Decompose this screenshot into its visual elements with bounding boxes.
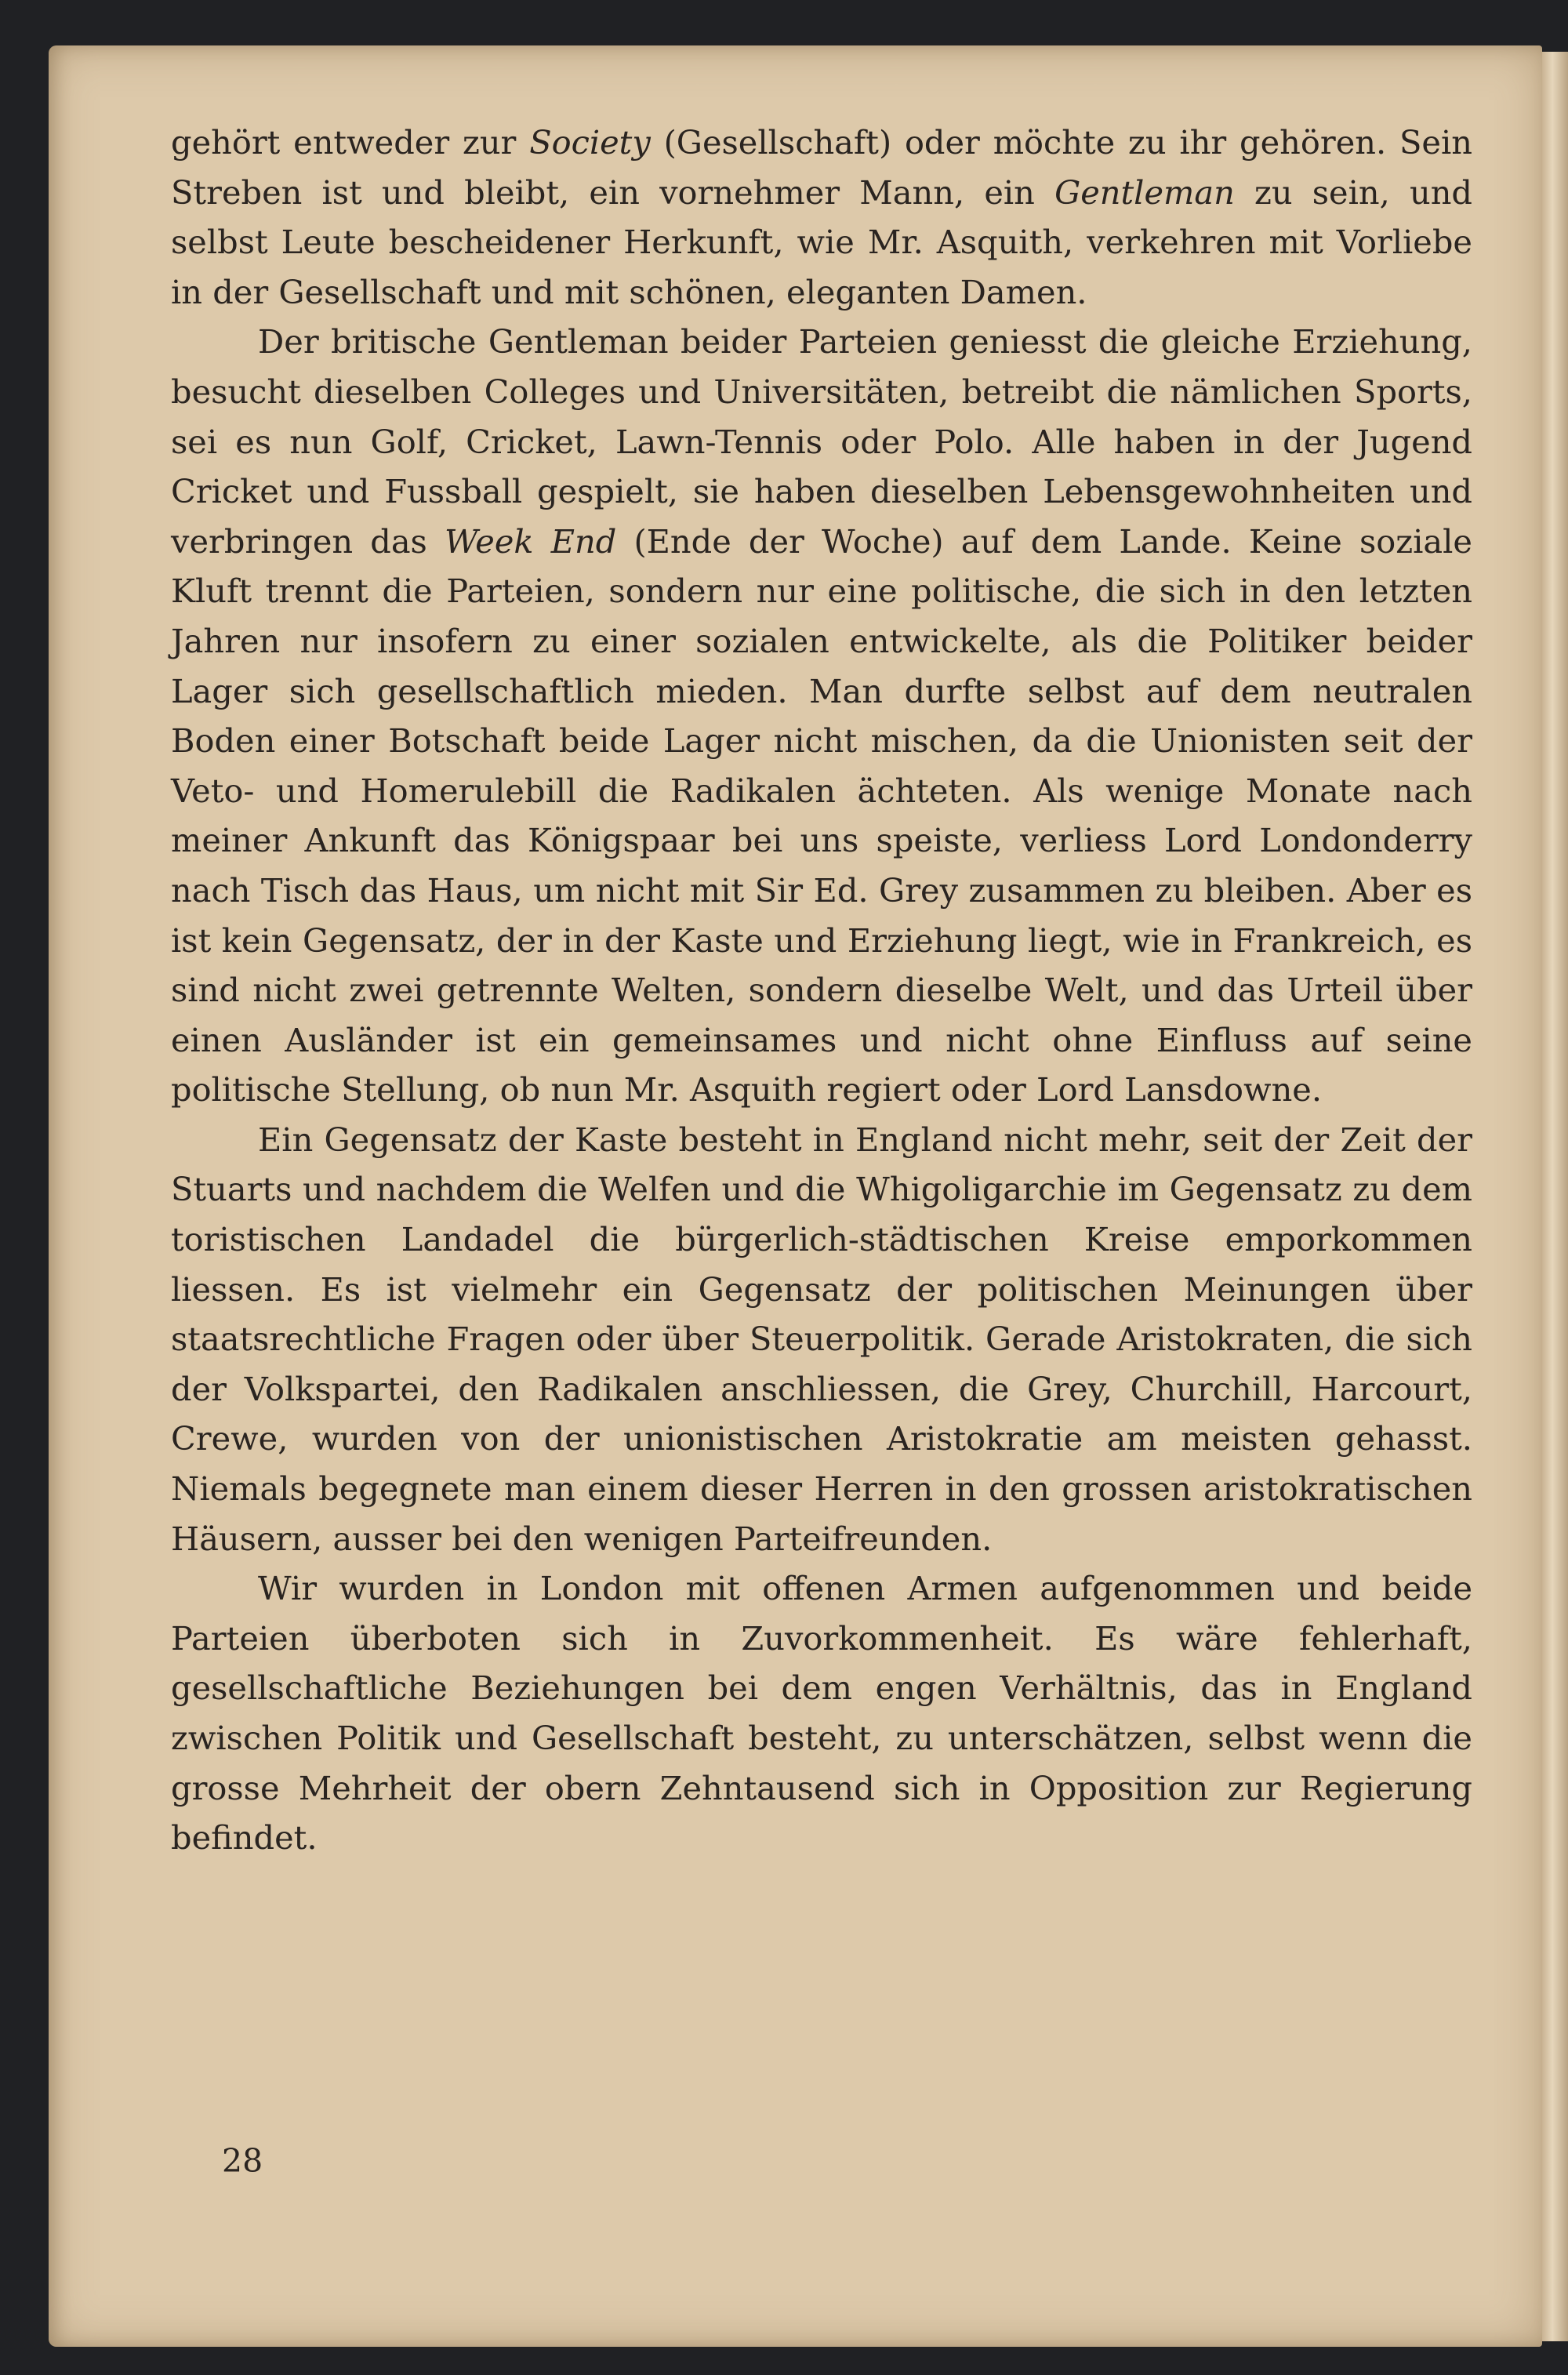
- paragraph-2: [171, 317, 1472, 1115]
- text-segment: zu sein, und selbst Leute bescheidener Herkunft, wie Mr. Asquith, verkehren mit Vorliebe in der Gesellschaft und mit schönen, eleganten Damen.: [171, 172, 1472, 311]
- paragraph-1: [171, 118, 1472, 317]
- page-number: 28: [222, 2142, 263, 2180]
- text-segment: Der britische Gentleman beider Parteien geniesst die gleiche Erziehung, besucht dieselben Colleges und Universitäten, betreibt die nämlichen Sports, sei es nun Golf, Cricket, Lawn-Tennis oder Polo. Alle haben in der Jugend Cricket und Fussball gespielt, sie haben dieselben Lebensgewohnheiten und verbringen das: [171, 322, 1472, 561]
- text-segment-italic: Week End: [445, 521, 617, 561]
- text-segment: Wir wurden in London mit offenen Armen aufgenommen und beide Parteien überboten sich in Zuvorkommenheit. Es wäre fehlerhaft, gesellschaftliche Beziehungen bei dem engen Verhältnis, das in England zwischen Politik und Gesellschaft besteht, zu unterschätzen, selbst wenn die grosse Mehrheit der obern Zehntausend sich in Opposition zur Regierung befindet.: [171, 1569, 1472, 1858]
- text-segment: (Gesellschaft) oder möchte zu ihr gehören. Sein Streben ist und bleibt, ein vornehmer Mann, ein: [171, 123, 1472, 212]
- body-text: [171, 118, 1472, 1863]
- text-segment-italic: Gentleman: [1054, 172, 1235, 212]
- text-segment: Ein Gegensatz der Kaste besteht in England nicht mehr, seit der Zeit der Stuarts und nachdem die Welfen und die Whigoligarchie im Gegensatz zu dem toristischen Landadel die bürgerlich-städtischen Kreise emporkommen liessen. Es ist vielmehr ein Gegensatz der politischen Meinungen über staatsrechtliche Fragen oder über Steuerpolitik. Gerade Aristokraten, die sich der Volkspartei, den Radikalen anschliessen, die Grey, Churchill, Harcourt, Crewe, wurden von der unionistischen Aristokratie am meisten gehasst. Niemals begegnete man einem dieser Herren in den grossen aristokratischen Häusern, ausser bei den wenigen Parteifreunden.: [171, 1120, 1472, 1558]
- text-segment: gehört entweder zur: [171, 123, 530, 162]
- paragraph-3: [171, 1115, 1472, 1563]
- text-segment-italic: Society: [529, 123, 651, 162]
- paragraph-4: [171, 1563, 1472, 1863]
- text-segment: (Ende der Woche) auf dem Lande. Keine soziale Kluft trennt die Parteien, sondern nur eine politische, die sich in den letzten Jahren nur insofern zu einer sozialen entwickelte, als die Politiker beider Lager sich gesellschaftlich mieden. Man durfte selbst auf dem neutralen Boden einer Botschaft beide Lager nicht mischen, da die Unionisten seit der Veto- und Homerulebill die Radikalen ächteten. Als wenige Monate nach meiner Ankunft das Königspaar bei uns speiste, verliess Lord Londonderry nach Tisch das Haus, um nicht mit Sir Ed. Grey zusammen zu bleiben. Aber es ist kein Gegensatz, der in der Kaste und Erziehung liegt, wie in Frankreich, es sind nicht zwei getrennte Welten, sondern dieselbe Welt, und das Urteil über einen Ausländer ist ein gemeinsames und nicht ohne Einfluss auf seine politische Stellung, ob nun Mr. Asquith regiert oder Lord Lansdowne.: [171, 521, 1472, 1109]
- page-edge: [1542, 52, 1568, 2341]
